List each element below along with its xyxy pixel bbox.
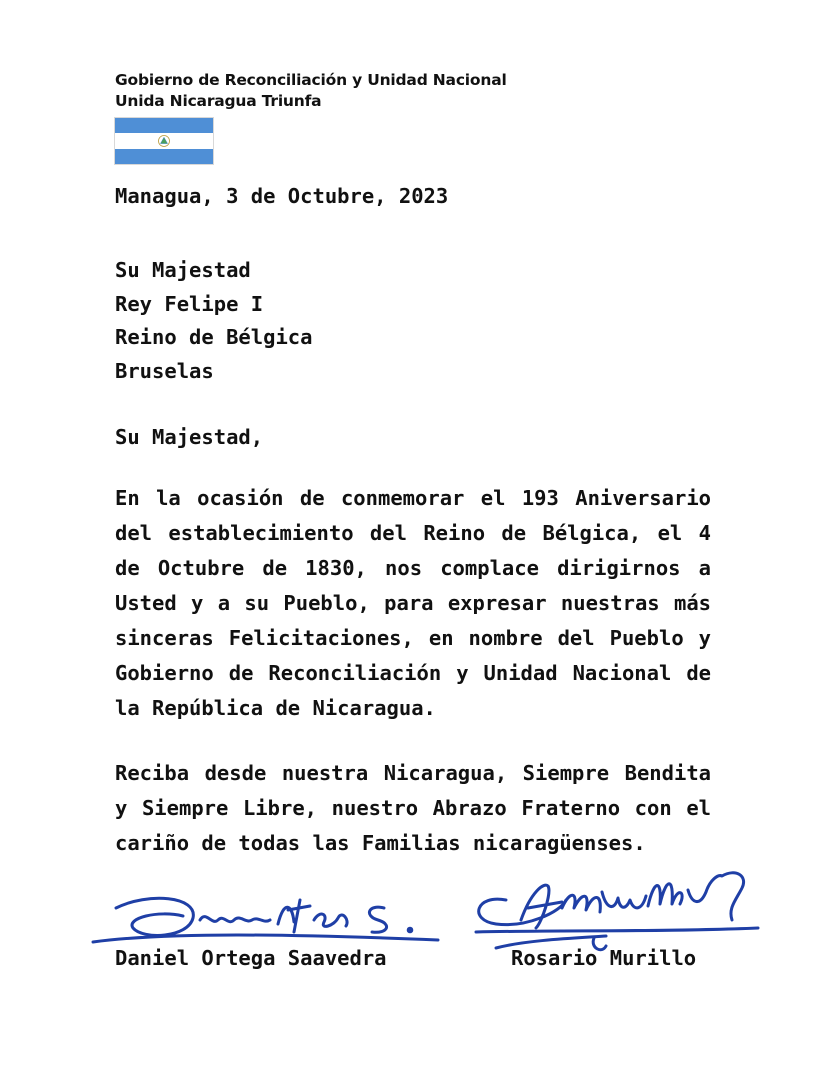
recipient-address [115,254,312,388]
signature-ortega-icon [88,880,443,952]
signature-murillo-icon [466,852,766,957]
signer-name-ortega: Daniel Ortega Saavedra [115,946,387,970]
flag-top-band [115,118,213,133]
recipient-line-3: Reino de Bélgica [115,325,313,349]
letterhead [115,70,507,112]
letterhead-line-1: Gobierno de Reconciliación y Unidad Nacional [115,71,507,89]
signer-name-murillo: Rosario Murillo [511,946,697,970]
body-paragraph-1: En la ocasión de conmemorar el 193 Aniversario del establecimiento del Reino de Bélgica, el 4 de Octubre de 1830, nos complace dirigirnos a Usted y a su Pueblo, para expresar nuestras más sinceras Felicitaciones, en nombre del Pueblo y Gobierno de Reconciliación y Unidad Nacional de la República de Nicaragua. [115,486,711,720]
letter-date: Managua, 3 de Octubre, 2023 [115,184,449,208]
recipient-line-1: Su Majestad [115,258,251,282]
letterhead-line-2: Unida Nicaragua Triunfa [115,92,322,110]
flag-bottom-band [115,149,213,164]
body-paragraph-2: Reciba desde nuestra Nicaragua, Siempre Bendita y Siempre Libre, nuestro Abrazo Fraterno con el cariño de todas las Familias nicaragüenses. [115,761,711,855]
nicaragua-flag-icon [114,117,214,165]
coat-of-arms-icon [158,135,170,147]
recipient-line-4: Bruselas [115,358,214,383]
salutation: Su Majestad, [115,425,264,449]
recipient-line-2: Rey Felipe I [115,291,264,316]
